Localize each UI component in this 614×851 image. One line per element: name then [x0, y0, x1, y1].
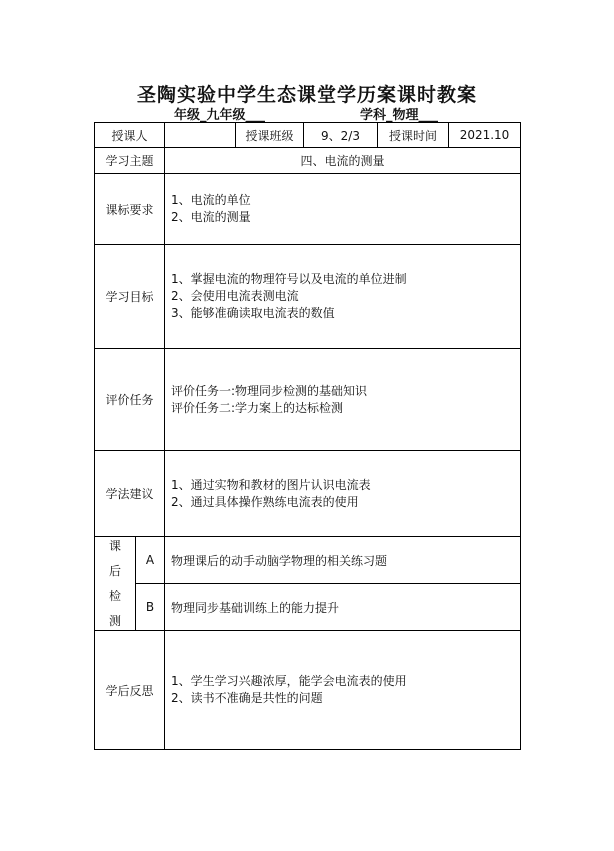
- after-class-key-b: B: [135, 583, 165, 631]
- class-label: 授课班级: [235, 122, 304, 148]
- time-value: 2021.10: [448, 122, 521, 148]
- curriculum-content: [164, 173, 521, 245]
- grade-line: 年级_九年级___: [174, 108, 266, 123]
- subject-line: 学科_物理___: [360, 108, 439, 123]
- curriculum-label: 课标要求: [94, 173, 165, 245]
- after-class-key-a: A: [135, 536, 165, 584]
- method-line: 1、通过实物和教材的图片认识电流表: [171, 477, 371, 492]
- curriculum-line: 1、电流的单位: [171, 193, 251, 207]
- reflection-content: [164, 630, 521, 750]
- method-line: 2、通过具体操作熟练电流表的使用: [171, 494, 359, 509]
- page-title: 圣陶实验中学生态课堂学历案课时教案: [136, 84, 477, 106]
- objective-line: 2、会使用电流表测电流: [171, 289, 299, 303]
- time-label: 授课时间: [377, 122, 449, 148]
- after-class-label-char: 检: [108, 588, 121, 603]
- method-label: 学法建议: [94, 450, 165, 537]
- objective-line: 1、掌握电流的物理符号以及电流的单位进制: [171, 272, 407, 286]
- topic-value: 四、电流的测量: [164, 147, 521, 174]
- after-class-label: [94, 536, 136, 631]
- after-class-item-b: 物理同步基础训练上的能力提升: [164, 583, 521, 631]
- objectives-content: [164, 244, 521, 349]
- class-value: 9、2/3: [303, 122, 378, 148]
- after-class-item-a: 物理课后的动手动脑学物理的相关练习题: [164, 536, 521, 584]
- reflection-label: 学后反思: [94, 630, 165, 750]
- evaluation-label: 评价任务: [94, 348, 165, 451]
- reflection-line: 2、读书不准确是共性的问题: [171, 691, 323, 705]
- evaluation-line: 评价任务二:学力案上的达标检测: [171, 400, 344, 415]
- objectives-label: 学习目标: [94, 244, 165, 349]
- after-class-label-char: 课: [108, 538, 121, 553]
- objective-line: 3、能够准确读取电流表的数值: [171, 306, 335, 320]
- evaluation-line: 评价任务一:物理同步检测的基础知识: [171, 383, 368, 398]
- teacher-value: [164, 122, 236, 148]
- reflection-line: 1、学生学习兴趣浓厚，能学会电流表的使用: [171, 674, 407, 688]
- teacher-label: 授课人: [94, 122, 165, 148]
- after-class-label-char: 后: [108, 563, 121, 578]
- method-content: [164, 450, 521, 537]
- topic-label: 学习主题: [94, 147, 165, 174]
- after-class-label-char: 测: [108, 613, 121, 628]
- evaluation-content: [164, 348, 521, 451]
- curriculum-line: 2、电流的测量: [171, 210, 251, 224]
